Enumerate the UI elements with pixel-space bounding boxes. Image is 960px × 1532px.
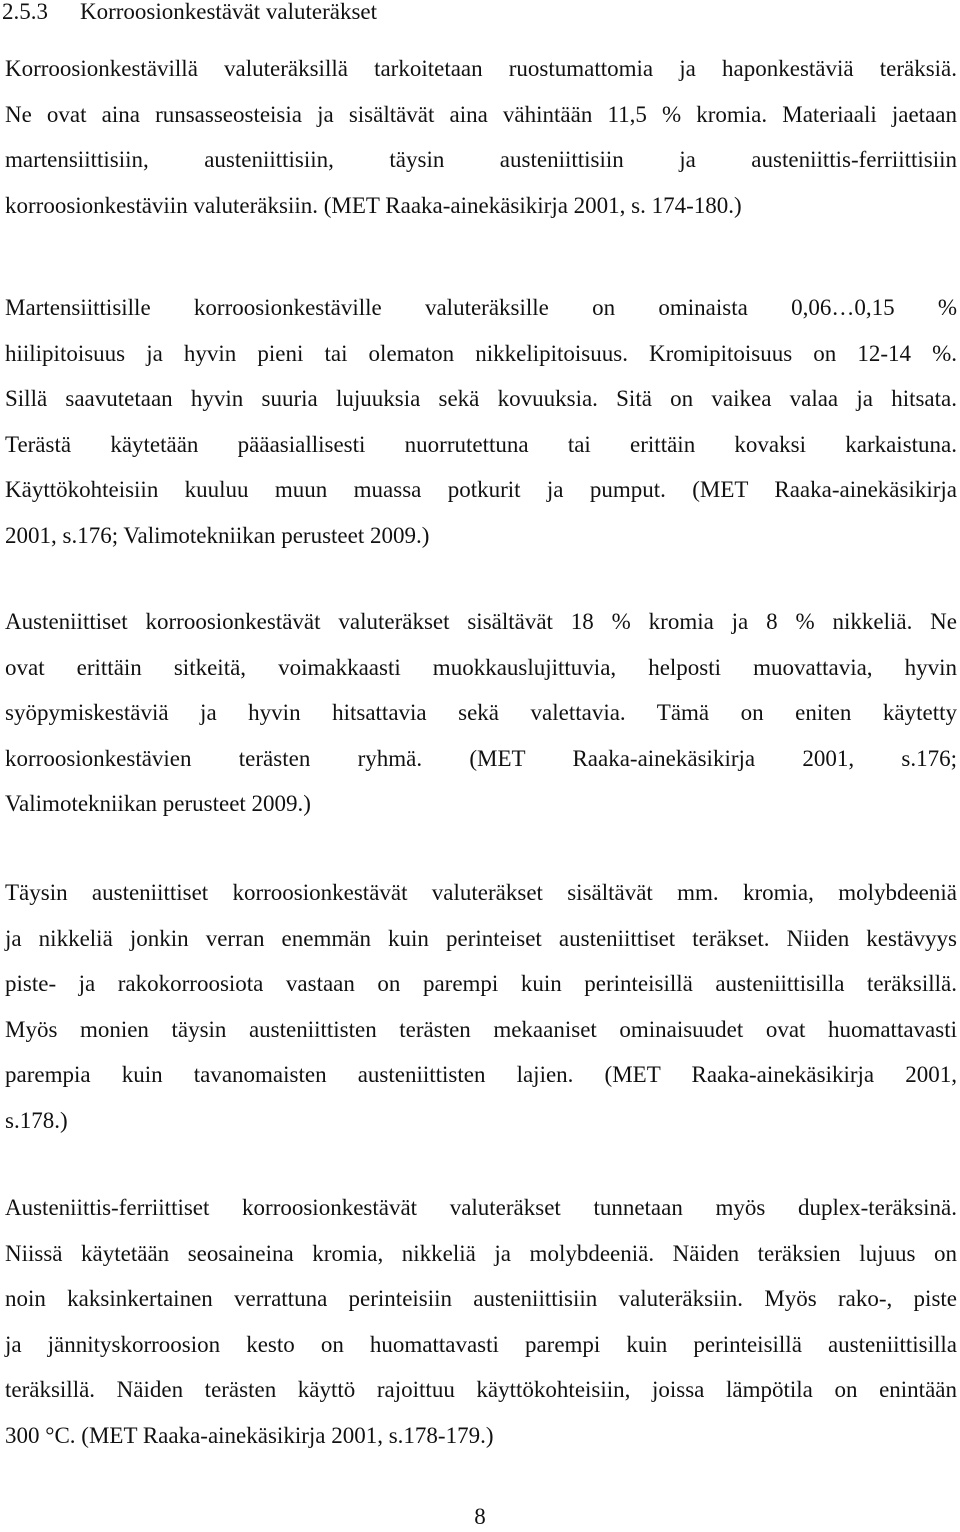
paragraph-fully-austenitic bbox=[5, 870, 957, 1143]
section-heading bbox=[2, 0, 377, 27]
text-line: 300 °C. (MET Raaka-ainekäsikirja 2001, s.178-179.) bbox=[5, 1422, 494, 1448]
text-line: teräksillä. Näiden terästen käyttö rajoittuu käyttökohteisiin, joissa lämpötila on enintään bbox=[5, 1377, 957, 1402]
text-line: korroosionkestäviin valuteräksiin. (MET Raaka-ainekäsikirja 2001, s. 174-180.) bbox=[5, 192, 742, 218]
text-line: Terästä käytetään pääasiallisesti nuorrutettuna tai erittäin kovaksi karkaistuna. bbox=[5, 431, 957, 457]
text-line: korroosionkestävien terästen ryhmä. (MET Raaka-ainekäsikirja 2001, s.176; bbox=[5, 745, 957, 771]
text-line: Martensiittisille korroosionkestäville valuteräksille on ominaista 0,06…0,15 % bbox=[5, 295, 957, 320]
text-line: Ne ovat aina runsasseosteisia ja sisältävät aina vähintään 11,5 % kromia. Materiaali jaetaan bbox=[5, 101, 957, 127]
text-line: 2001, s.176; Valimotekniikan perusteet 2009.) bbox=[5, 522, 430, 548]
section-title: Korroosionkestävät valuteräkset bbox=[80, 0, 377, 24]
paragraph-austenitic bbox=[5, 599, 957, 827]
text-line: martensiittisiin, austeniittisiin, täysin austeniittisiin ja austeniittis-ferriittisiin bbox=[5, 147, 957, 172]
text-line: Austeniittiset korroosionkestävät valuteräkset sisältävät 18 % kromia ja 8 % nikkeliä. Ne bbox=[5, 609, 957, 634]
text-line: hiilipitoisuus ja hyvin pieni tai olematon nikkelipitoisuus. Kromipitoisuus on 12-14 %. bbox=[5, 340, 957, 366]
text-line: ja jännityskorroosion kesto on huomattavasti parempi kuin perinteisillä austeniittisilla bbox=[5, 1331, 957, 1357]
text-line: s.178.) bbox=[5, 1107, 68, 1133]
paragraph-martensitic bbox=[5, 285, 957, 558]
text-line: Valimotekniikan perusteet 2009.) bbox=[5, 791, 311, 816]
paragraph-intro bbox=[5, 46, 957, 228]
text-line: noin kaksinkertainen verrattuna perinteisiin austeniittisiin valuteräksiin. Myös rako-, piste bbox=[5, 1286, 957, 1311]
text-line: Korroosionkestävillä valuteräksillä tarkoitetaan ruostumattomia ja haponkestäviä teräksiä. bbox=[5, 56, 957, 81]
page-number: 8 bbox=[474, 1504, 486, 1529]
text-line: parempia kuin tavanomaisten austeniittisten lajien. (MET Raaka-ainekäsikirja 2001, bbox=[5, 1062, 957, 1087]
section-number: 2.5.3 bbox=[2, 0, 48, 24]
text-line: Sillä saavutetaan hyvin suuria lujuuksia sekä kovuuksia. Sitä on vaikea valaa ja hitsata. bbox=[5, 386, 957, 411]
text-line: syöpymiskestäviä ja hyvin hitsattavia sekä valettavia. Tämä on eniten käytetty bbox=[5, 700, 957, 725]
text-line: Täysin austeniittiset korroosionkestävät valuteräkset sisältävät mm. kromia, molybdeeniä bbox=[5, 880, 957, 905]
text-line: ja nikkeliä jonkin verran enemmän kuin perinteiset austeniittiset teräkset. Niiden kestävyys bbox=[5, 925, 957, 951]
text-line: Niissä käytetään seosaineina kromia, nikkeliä ja molybdeeniä. Näiden teräksien lujuus on bbox=[5, 1240, 957, 1266]
text-line: Käyttökohteisiin kuuluu muun muassa potkurit ja pumput. (MET Raaka-ainekäsikirja bbox=[5, 477, 957, 502]
paragraph-duplex bbox=[5, 1185, 957, 1458]
text-line: Austeniittis-ferriittiset korroosionkestävät valuteräkset tunnetaan myös duplex-teräksinä. bbox=[5, 1195, 957, 1220]
text-line: Myös monien täysin austeniittisten terästen mekaaniset ominaisuudet ovat huomattavasti bbox=[5, 1016, 957, 1042]
text-line: ovat erittäin sitkeitä, voimakkaasti muokkauslujittuvia, helposti muovattavia, hyvin bbox=[5, 654, 957, 680]
text-line: piste- ja rakokorroosiota vastaan on parempi kuin perinteisillä austeniittisilla teräksillä. bbox=[5, 971, 957, 996]
